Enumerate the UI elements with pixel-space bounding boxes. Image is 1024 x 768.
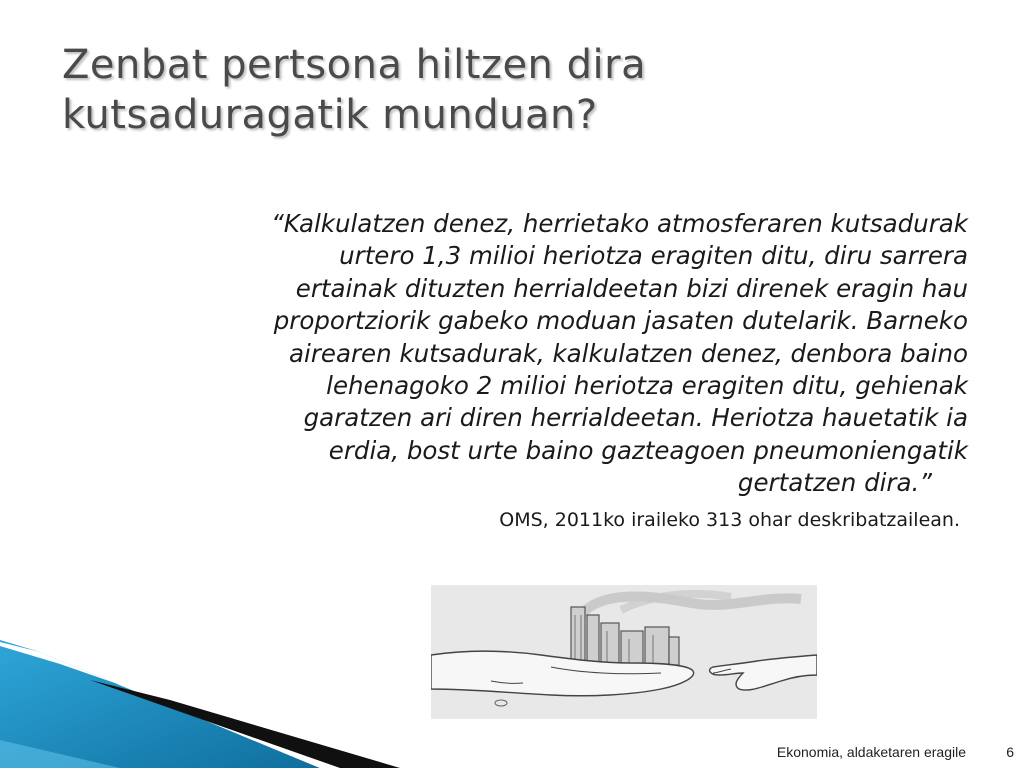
hands-factory-illustration — [431, 585, 817, 719]
quote-line: erdia, bost urte baino gazteagoen pneumoniengatik — [328, 435, 968, 465]
quote-line: proportziorik gabeko moduan jasaten dutelarik. Barneko — [273, 306, 968, 336]
quote-line: airearen kutsadurak, kalkulatzen denez, denbora baino — [289, 338, 968, 368]
quote-line: “Kalkulatzen denez, herrietako atmosferaren kutsadurak — [271, 209, 968, 238]
title-line-2: kutsaduragatik munduan? — [62, 92, 598, 138]
quote-source: OMS, 2011ko iraileko 313 ohar deskribatzailean. — [499, 509, 960, 531]
quote-line: lehenagoko 2 milioi heriotza eragiten ditu, gehienak — [326, 371, 968, 401]
decorative-corner-stripes — [0, 640, 480, 768]
quote-block — [130, 208, 968, 500]
slide-title — [62, 40, 962, 140]
quote-line: gertatzen dira.” — [737, 468, 932, 498]
quote-line: garatzen ari diren herrialdeetan. Heriotza hauetatik ia — [303, 403, 968, 433]
title-line-1: Zenbat pertsona hiltzen dira — [62, 42, 647, 88]
page-number: 6 — [1006, 744, 1014, 760]
hands-holding-factory-icon — [431, 585, 817, 719]
footer-text: Ekonomia, aldaketaren eragile — [776, 744, 966, 760]
quote-line: ertainak dituzten herrialdeetan bizi direnek eragin hau — [295, 273, 968, 303]
quote-line: urtero 1,3 milioi heriotza eragiten ditu, diru sarrera — [339, 241, 968, 271]
